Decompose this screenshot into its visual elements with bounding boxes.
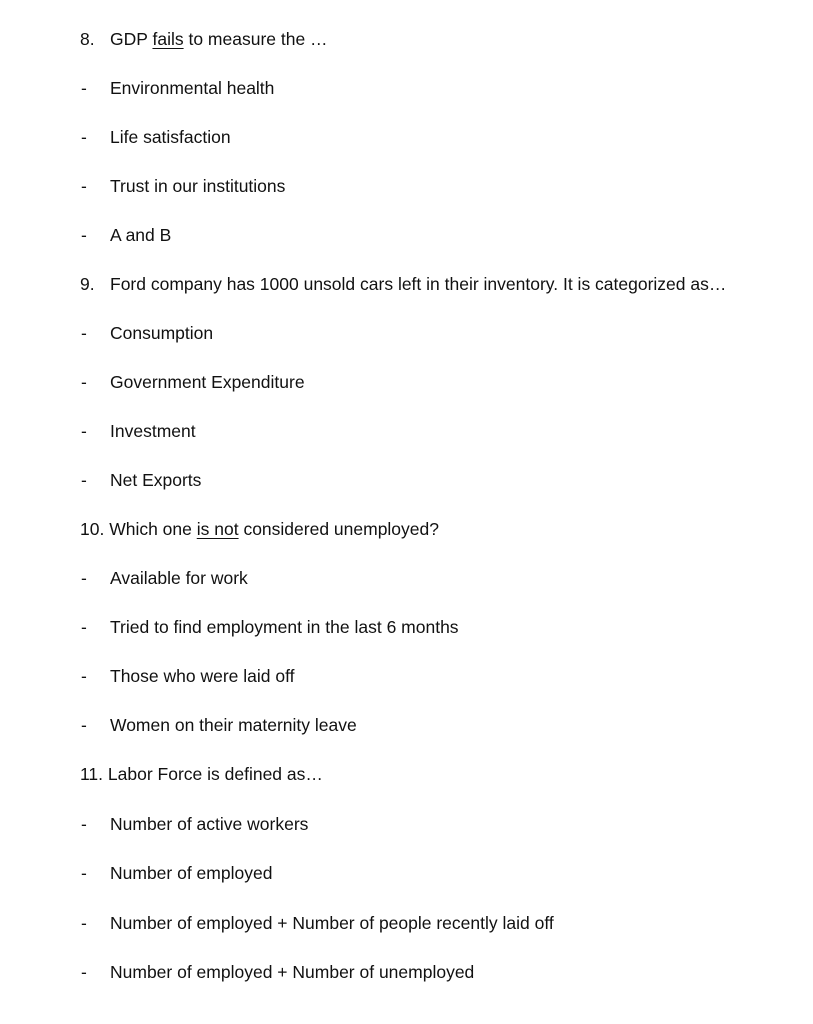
question-number: 11. bbox=[80, 764, 104, 784]
question-number: 10. bbox=[80, 519, 105, 539]
question-text: Ford company has 1000 unsold cars left in their inventory. It is categorized as… bbox=[110, 274, 727, 294]
bullet-dash: - bbox=[81, 814, 87, 834]
bullet-dash: - bbox=[81, 176, 87, 196]
bullet-dash: - bbox=[81, 568, 87, 588]
bullet-dash: - bbox=[81, 470, 87, 490]
question-number: 9. bbox=[80, 274, 95, 294]
question-text: 10. Which one is not considered unemployed? bbox=[80, 519, 439, 539]
bullet-dash: - bbox=[81, 78, 87, 98]
bullet-dash: - bbox=[81, 913, 87, 933]
option-text: Those who were laid off bbox=[110, 666, 295, 686]
option-text: A and B bbox=[110, 225, 172, 245]
option-text: Environmental health bbox=[110, 78, 275, 98]
option-text: Number of employed + Number of people recently laid off bbox=[110, 913, 554, 933]
question-text: GDP fails to measure the … bbox=[110, 29, 328, 49]
option-text: Available for work bbox=[110, 568, 248, 588]
underlined-phrase: is not bbox=[196, 519, 239, 539]
bullet-dash: - bbox=[81, 666, 87, 686]
option-text: Number of active workers bbox=[110, 814, 309, 834]
question-text: 11. Labor Force is defined as… bbox=[80, 764, 323, 784]
option-text: Number of employed + Number of unemployed bbox=[110, 962, 475, 982]
bullet-dash: - bbox=[81, 617, 87, 637]
option-text: Investment bbox=[110, 421, 196, 441]
bullet-dash: - bbox=[81, 323, 87, 343]
option-text: Number of employed bbox=[110, 863, 273, 883]
option-text: Women on their maternity leave bbox=[110, 715, 357, 735]
option-text: Life satisfaction bbox=[110, 127, 231, 147]
option-text: Consumption bbox=[110, 323, 214, 343]
option-text: Tried to find employment in the last 6 months bbox=[110, 617, 459, 637]
question-number: 8. bbox=[80, 29, 95, 49]
option-text: Trust in our institutions bbox=[110, 176, 286, 196]
underlined-word: fails bbox=[152, 29, 184, 49]
option-text: Net Exports bbox=[110, 470, 202, 490]
bullet-dash: - bbox=[81, 863, 87, 883]
bullet-dash: - bbox=[81, 225, 87, 245]
bullet-dash: - bbox=[81, 127, 87, 147]
bullet-dash: - bbox=[81, 372, 87, 392]
bullet-dash: - bbox=[81, 715, 87, 735]
bullet-dash: - bbox=[81, 962, 87, 982]
bullet-dash: - bbox=[81, 421, 87, 441]
option-text: Government Expenditure bbox=[110, 372, 305, 392]
